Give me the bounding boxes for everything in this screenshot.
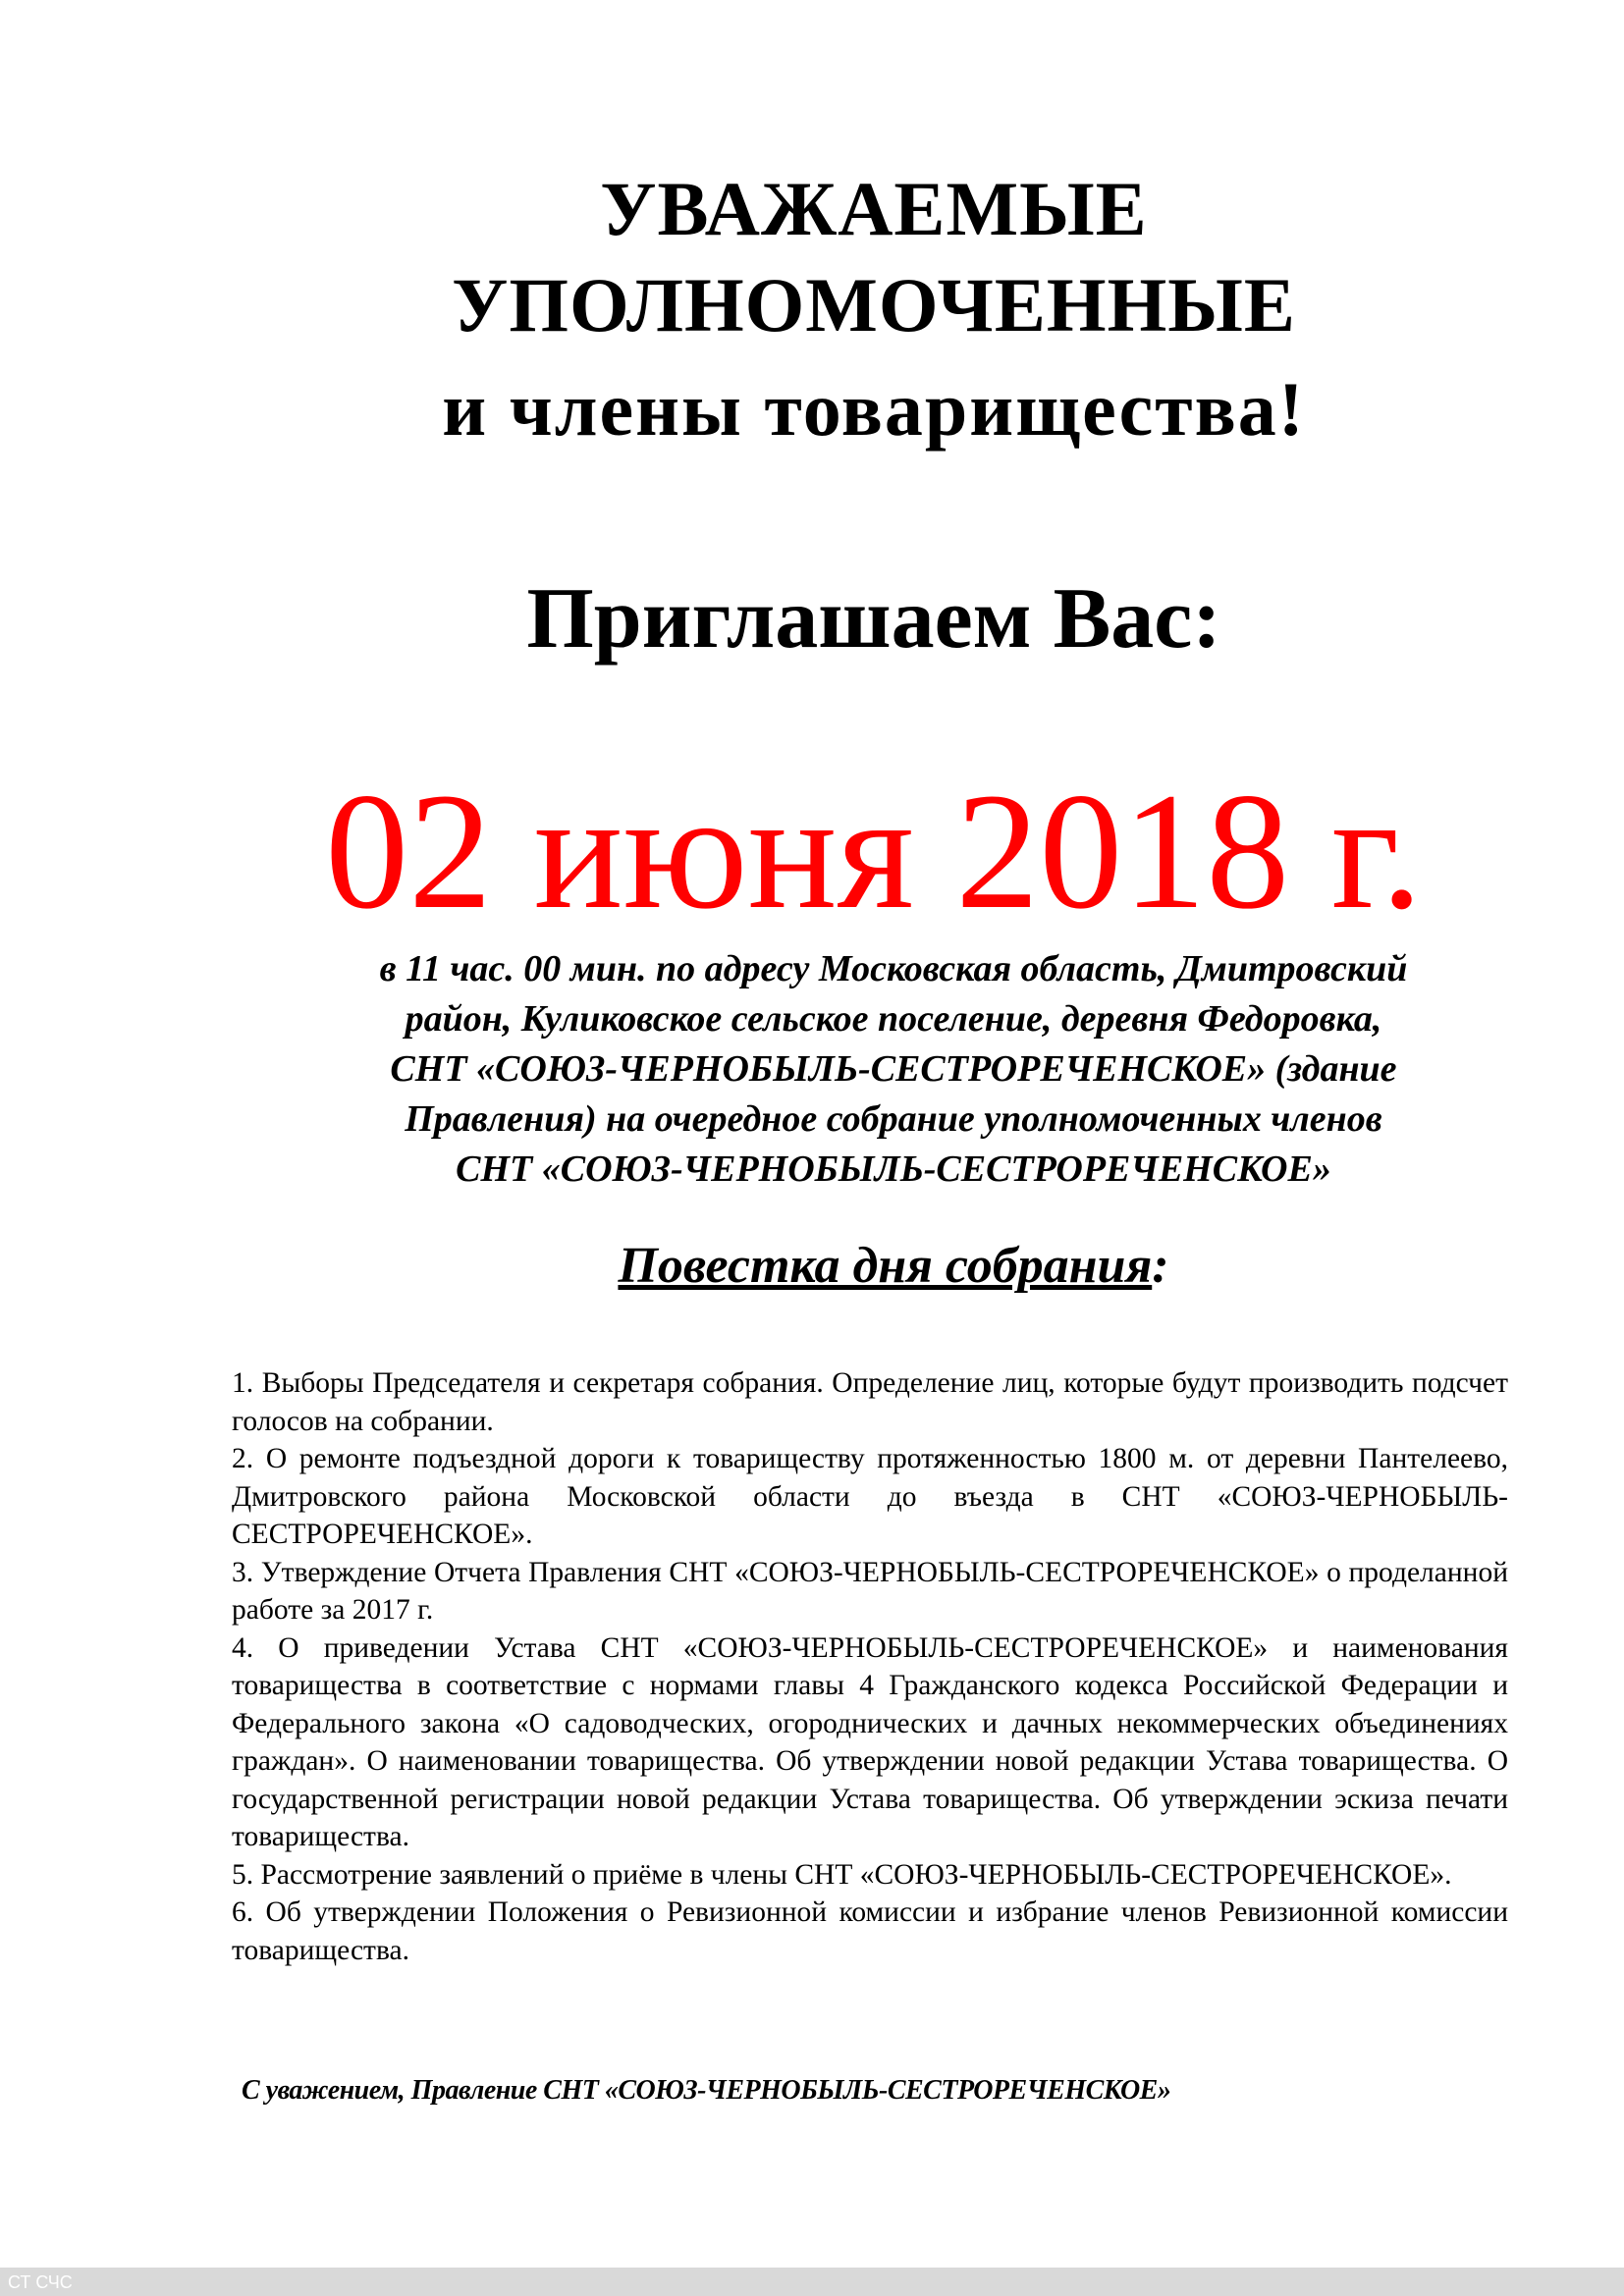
footer-bar bbox=[0, 2268, 1624, 2296]
greeting-line-3: и члены товарищества! bbox=[442, 366, 1306, 452]
address-line: Правления) на очередное собрание уполномоченных членов bbox=[405, 1098, 1382, 1140]
invite-heading: Приглашаем Вас: bbox=[526, 571, 1221, 667]
address-block bbox=[255, 944, 1532, 1195]
address-line: район, Куликовское сельское поселение, деревня Федоровка, bbox=[405, 998, 1382, 1040]
agenda-item: 2. О ремонте подъездной дороги к товариществу протяженностью 1800 м. от деревни Пантелеево, Дмитровского района Московской области до въезда в СНТ «СОЮЗ-ЧЕРНОБЫЛЬ-СЕСТРОРЕЧЕНСКОЕ». bbox=[232, 1443, 1508, 1550]
signature: С уважением, Правление СНТ «СОЮЗ-ЧЕРНОБЫЛЬ-СЕСТРОРЕЧЕНСКОЕ» bbox=[242, 2075, 1171, 2106]
agenda-item: 3. Утверждение Отчета Правления СНТ «СОЮЗ-ЧЕРНОБЫЛЬ-СЕСТРОРЕЧЕНСКОЕ» о проделанной работе за 2017 г. bbox=[232, 1556, 1508, 1626]
agenda-title-colon: : bbox=[1152, 1238, 1169, 1294]
greeting-line-1: УВАЖАЕМЫЕ bbox=[600, 166, 1148, 251]
address-line: в 11 час. 00 мин. по адресу Московская область, Дмитровский bbox=[379, 948, 1408, 989]
meeting-date: 02 июня 2018 г. bbox=[325, 759, 1423, 943]
greeting-line-2: УПОЛНОМОЧЕННЫЕ bbox=[452, 262, 1296, 347]
agenda-title-text: Повестка дня собрания bbox=[618, 1238, 1153, 1294]
agenda-item: 1. Выборы Председателя и секретаря собрания. Определение лиц, которые будут производить подсчет голосов на собрании. bbox=[232, 1367, 1508, 1437]
address-line: СНТ «СОЮЗ-ЧЕРНОБЫЛЬ-СЕСТРОРЕЧЕНСКОЕ» bbox=[456, 1148, 1331, 1190]
agenda-item: 4. О приведении Устава СНТ «СОЮЗ-ЧЕРНОБЫЛЬ-СЕСТРОРЕЧЕНСКОЕ» и наименования товарищества в соответствие с нормами главы 4 Гражданского кодекса Российской Федерации и Федерального закона «О садоводческих, огороднических и дачных некоммерческих объединениях граждан». О наименовании товарищества. Об утверждении новой редакции Устава товарищества. О государственной регистрации новой редакции Устава товарищества. Об утверждении эскиза печати товарищества. bbox=[232, 1631, 1508, 1852]
footer-label: СТ СЧС bbox=[8, 2272, 73, 2292]
address-line: СНТ «СОЮЗ-ЧЕРНОБЫЛЬ-СЕСТРОРЕЧЕНСКОЕ» (здание bbox=[390, 1048, 1397, 1090]
agenda-item: 5. Рассмотрение заявлений о приёме в члены СНТ «СОЮЗ-ЧЕРНОБЫЛЬ-СЕСТРОРЕЧЕНСКОЕ». bbox=[232, 1858, 1452, 1891]
agenda-title bbox=[0, 1233, 1624, 1300]
agenda-list bbox=[232, 1364, 1508, 1969]
agenda-item: 6. Об утверждении Положения о Ревизионной комиссии и избрание членов Ревизионной комиссии товарищества. bbox=[232, 1896, 1508, 1966]
